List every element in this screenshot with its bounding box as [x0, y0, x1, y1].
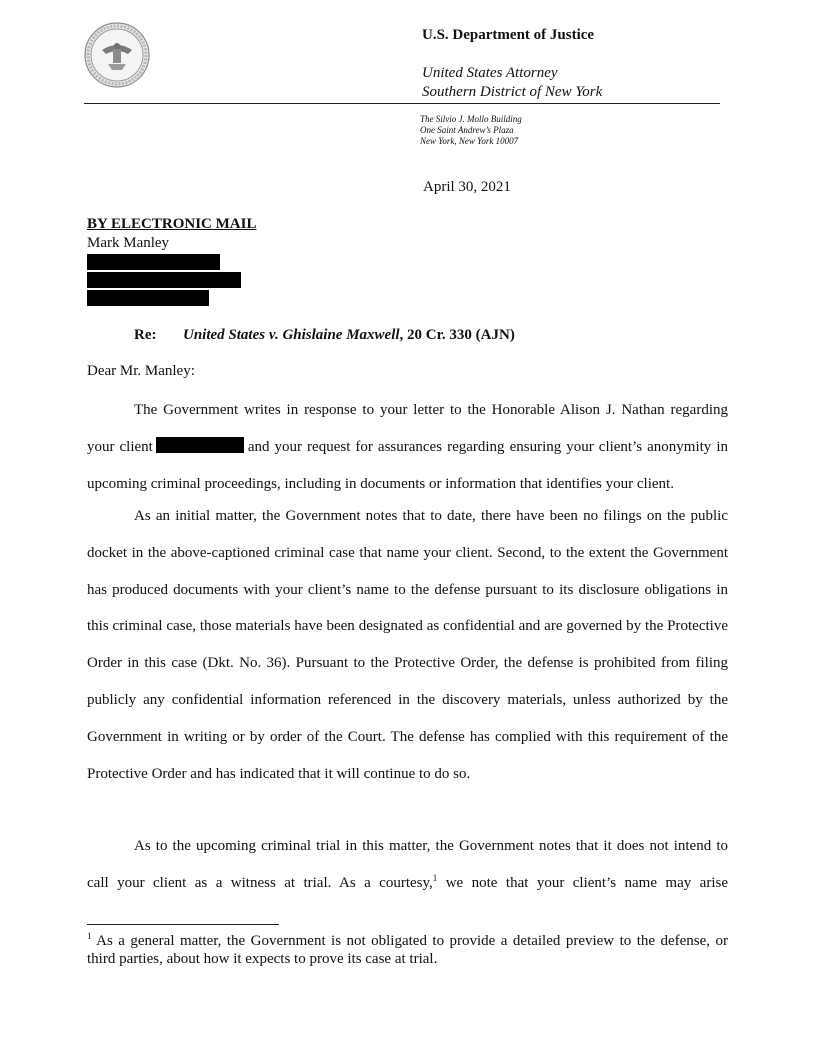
office-line-1: United States Attorney: [422, 65, 558, 81]
paragraph-1-start: The Government writes in response to your letter to the Honorable Alison J. Nathan regarding your client: [87, 402, 728, 455]
redacted-address-line-1: [87, 254, 220, 270]
footnote-rule: [87, 924, 279, 925]
address-line-3: New York, New York 10007: [420, 136, 519, 146]
address-line-2: One Saint Andrew’s Plaza: [420, 125, 514, 135]
paragraph-1: [87, 392, 728, 502]
footnote-text: As a general matter, the Government is not obligated to provide a detailed preview to the defense, or third parties, about how it expects to prove its case at trial.: [87, 933, 728, 967]
salutation: Dear Mr. Manley:: [87, 363, 195, 379]
footnote-marker: 1: [87, 931, 92, 941]
re-line: [134, 327, 515, 344]
address-line-1: The Silvio J. Mollo Building: [420, 114, 522, 124]
delivery-method: BY ELECTRONIC MAIL: [87, 216, 257, 232]
re-label: Re:: [134, 327, 157, 343]
letter-date: April 30, 2021: [423, 179, 511, 195]
office-address: [420, 114, 522, 147]
paragraph-3: [87, 828, 728, 902]
redacted-client-name: [156, 437, 244, 453]
office-name: [422, 64, 602, 102]
office-line-2: Southern District of New York: [422, 84, 603, 100]
letterhead-rule: [84, 103, 720, 104]
paragraph-3-end: we note that your client’s name may arise: [437, 874, 728, 891]
redacted-address-line-2: [87, 272, 241, 288]
footnote: [87, 932, 728, 968]
department-name: U.S. Department of Justice: [422, 27, 595, 43]
case-name: United States v. Ghislaine Maxwell: [183, 327, 400, 343]
paragraph-2: As an initial matter, the Government notes that to date, there have been no filings on the public docket in the above-captioned criminal case that name your client. Second, to the extent the Government has produced documents with your client’s name to the defense pursuant to its disclosure obligations in this criminal case, those materials have been designated as confidential and are governed by the Protective Order in this case (Dkt. No. 36). Pursuant to the Protective Order, the defense is prohibited from filing publicly any confidential information referenced in the discovery materials, unless authorized by the Government in writing or by order of the Court. The defense has complied with this requirement of the Protective Order and has indicated that it will continue to do so.: [87, 508, 728, 782]
recipient-name: Mark Manley: [87, 235, 170, 251]
redacted-address-line-3: [87, 290, 209, 306]
paragraph-1-end: and your request for assurances regarding ensuring your client’s anonymity in upcoming criminal proceedings, including in documents or information that identifies your client.: [87, 438, 728, 492]
case-number: , 20 Cr. 330 (AJN): [399, 327, 515, 343]
doj-seal-logo: [84, 22, 150, 88]
paragraph-3-start: As to the upcoming criminal trial in this matter, the Government notes that it does not intend to call your client as a witness at trial. As a courtesy,: [87, 838, 728, 891]
footnote-reference: 1: [432, 872, 438, 883]
